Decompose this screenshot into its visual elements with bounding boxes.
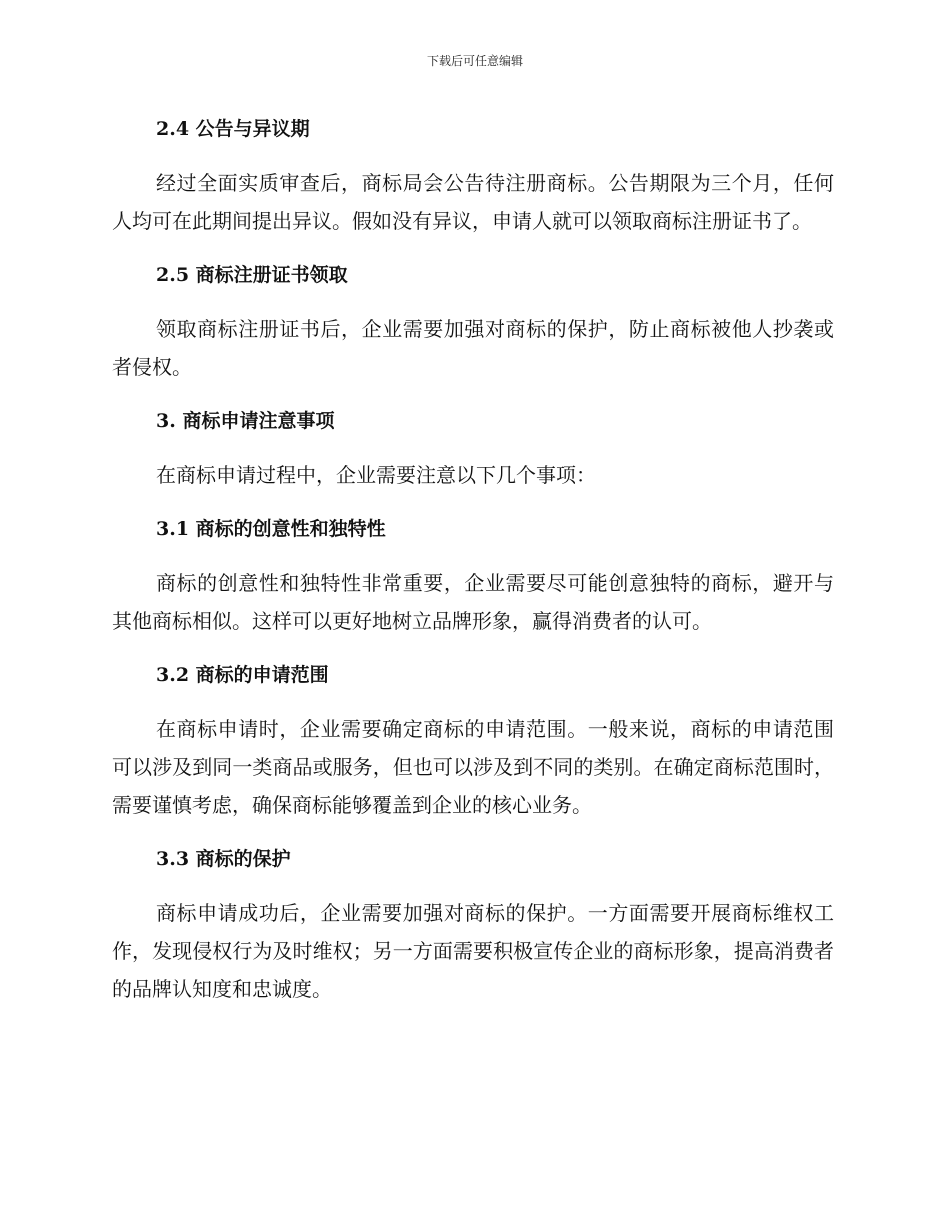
section-paragraph: 领取商标注册证书后，企业需要加强对商标的保护，防止商标被他人抄袭或者侵权。 [112,317,834,379]
section-heading: 2.5 商标注册证书领取 [156,264,348,286]
document-body [112,110,834,1024]
section-paragraph: 在商标申请时，企业需要确定商标的申请范围。一般来说，商标的申请范围可以涉及到同一类商品或服务，但也可以涉及到不同的类别。在确定商标范围时，需要谨慎考虑，确保商标能够覆盖到企业的核心业务。 [112,717,834,817]
section-paragraph: 商标申请成功后，企业需要加强对商标的保护。一方面需要开展商标维权工作，发现侵权行为及时维权；另一方面需要积极宣传企业的商标形象，提高消费者的品牌认知度和忠诚度。 [112,901,834,1001]
section-paragraph: 在商标申请过程中，企业需要注意以下几个事项： [156,463,596,487]
section-heading: 3.2 商标的申请范围 [156,664,329,686]
section-heading: 3.1 商标的创意性和独特性 [156,518,386,540]
section-paragraph: 商标的创意性和独特性非常重要，企业需要尽可能创意独特的商标，避开与其他商标相似。这样可以更好地树立品牌形象，赢得消费者的认可。 [112,571,834,633]
section-heading: 2.4 公告与异议期 [156,118,310,140]
section-heading: 3. 商标申请注意事项 [156,410,335,432]
section-paragraph: 经过全面实质审查后，商标局会公告待注册商标。公告期限为三个月，任何人均可在此期间提出异议。假如没有异议，申请人就可以领取商标注册证书了。 [112,171,834,233]
section-heading: 3.3 商标的保护 [156,848,291,870]
page-header: 下载后可任意编辑 [426,54,523,68]
